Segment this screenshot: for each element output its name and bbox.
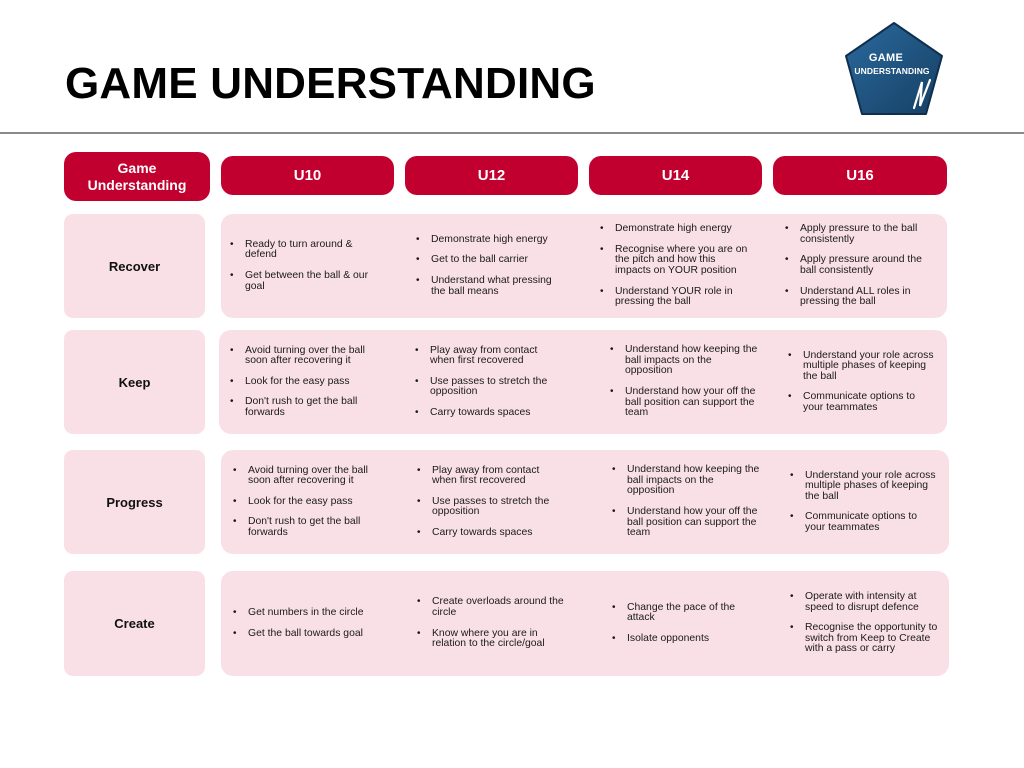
bullet-item: • Apply pressure around the ball consistently: [785, 255, 935, 276]
bullet-item: • Understand ALL roles in pressing the ball: [785, 287, 935, 308]
bullet-item: • Carry towards spaces: [415, 408, 565, 419]
row-label-keep: Keep: [64, 330, 205, 434]
table-corner-header: Game Understanding: [64, 152, 210, 201]
row-label-recover: Recover: [64, 214, 205, 318]
page-title: GAME UNDERSTANDING: [65, 59, 596, 108]
bullet-item: • Demonstrate high energy: [600, 224, 750, 235]
row-label-progress: Progress: [64, 450, 205, 554]
cell-create-u12: [417, 571, 567, 676]
bullet-list: [612, 465, 762, 539]
row-label-create: Create: [64, 571, 205, 676]
bullet-item: • Change the pace of the attack: [612, 603, 762, 624]
bullet-item: • Get to the ball carrier: [416, 255, 566, 266]
bullet-item: • Play away from contact when first recovered: [417, 466, 567, 487]
cell-recover-u14: [600, 214, 750, 318]
cell-keep-u10: [230, 330, 386, 434]
cell-progress-u10: [233, 450, 389, 554]
cell-progress-u12: [417, 450, 567, 554]
bullet-item: • Understand your role across multiple phases of keeping the ball: [790, 471, 940, 503]
bullet-item: • Ready to turn around & defend: [230, 240, 386, 261]
bullet-item: • Operate with intensity at speed to disrupt defence: [790, 592, 940, 613]
bullet-item: • Recognise where you are on the pitch and how this impacts on YOUR position: [600, 245, 750, 277]
bullet-list: [612, 603, 762, 645]
cell-keep-u14: [610, 330, 760, 434]
cell-create-u14: [612, 571, 762, 676]
column-header-u10: U10: [221, 156, 394, 195]
header-divider: [0, 132, 1024, 134]
bullet-item: • Understand how keeping the ball impacts on the opposition: [610, 345, 760, 377]
bullet-item: • Get between the ball & our goal: [230, 271, 386, 292]
bullet-item: • Recognise the opportunity to switch from Keep to Create with a pass or carry: [790, 623, 940, 655]
bullet-item: • Understand YOUR role in pressing the ball: [600, 287, 750, 308]
bullet-item: • Get the ball towards goal: [233, 629, 364, 640]
bullet-list: [230, 346, 386, 419]
bullet-list: [790, 471, 940, 534]
bullet-item: • Get numbers in the circle: [233, 608, 364, 619]
cell-keep-u16: [788, 330, 938, 434]
column-header-u16: U16: [773, 156, 947, 195]
cell-progress-u14: [612, 450, 762, 554]
bullet-item: • Isolate opponents: [612, 634, 762, 645]
cell-create-u10: [233, 571, 389, 676]
bullet-list: [230, 240, 386, 292]
bullet-list: [415, 346, 565, 419]
bullet-item: • Look for the easy pass: [233, 497, 389, 508]
bullet-item: • Create overloads around the circle: [417, 597, 567, 618]
column-header-u12: U12: [405, 156, 578, 195]
cell-progress-u16: [790, 450, 940, 554]
bullet-list: [233, 608, 364, 639]
bullet-item: • Don't rush to get the ball forwards: [233, 517, 389, 538]
bullet-item: • Look for the easy pass: [230, 377, 386, 388]
bullet-list: [417, 466, 567, 539]
bullet-list: [600, 224, 750, 308]
bullet-item: • Communicate options to your teammates: [788, 392, 938, 413]
cell-recover-u16: [785, 214, 935, 318]
bullet-list: [610, 345, 760, 419]
logo-text-game: GAME: [868, 52, 904, 64]
bullet-item: • Avoid turning over the ball soon after recovering it: [233, 466, 389, 487]
bullet-item: • Understand your role across multiple phases of keeping the ball: [788, 351, 938, 383]
bullet-item: • Demonstrate high energy: [416, 235, 566, 246]
bullet-item: • Use passes to stretch the opposition: [417, 497, 567, 518]
bullet-list: [790, 592, 940, 655]
cell-recover-u12: [416, 214, 566, 318]
bullet-item: • Understand how your off the ball position can support the team: [612, 507, 762, 539]
cell-recover-u10: [230, 214, 386, 318]
bullet-list: [788, 351, 938, 414]
bullet-item: • Apply pressure to the ball consistently: [785, 224, 935, 245]
column-header-u14: U14: [589, 156, 762, 195]
bullet-list: [233, 466, 389, 539]
bullet-item: • Understand how keeping the ball impacts on the opposition: [612, 465, 762, 497]
cell-keep-u12: [415, 330, 565, 434]
bullet-list: [785, 224, 935, 308]
game-understanding-logo: [842, 20, 946, 118]
bullet-item: • Carry towards spaces: [417, 528, 567, 539]
bullet-list: [417, 597, 567, 649]
logo-text-understanding: UNDERSTANDING: [854, 66, 930, 76]
bullet-item: • Understand what pressing the ball means: [416, 276, 566, 297]
bullet-item: • Play away from contact when first recovered: [415, 346, 565, 367]
bullet-item: • Avoid turning over the ball soon after recovering it: [230, 346, 386, 367]
bullet-item: • Know where you are in relation to the circle/goal: [417, 629, 567, 650]
bullet-item: • Understand how your off the ball position can support the team: [610, 387, 760, 419]
bullet-item: • Communicate options to your teammates: [790, 512, 940, 533]
bullet-item: • Don't rush to get the ball forwards: [230, 397, 386, 418]
bullet-list: [416, 235, 566, 297]
cell-create-u16: [790, 571, 940, 676]
bullet-item: • Use passes to stretch the opposition: [415, 377, 565, 398]
